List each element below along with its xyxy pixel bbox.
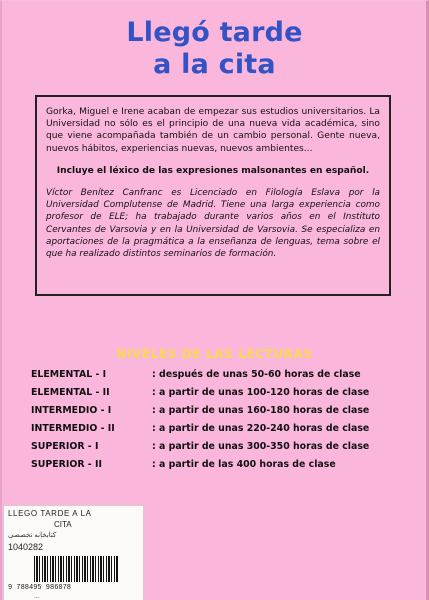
lexicon-note: Incluye el léxico de las expresiones malsonantes en español.	[56, 165, 370, 176]
level-name: SUPERIOR - II	[31, 459, 102, 470]
isbn-number: 9 788495 986078	[8, 584, 72, 592]
book-title-line-2: a la cita	[153, 49, 276, 80]
level-name: INTERMEDIO - II	[31, 423, 115, 434]
level-row	[31, 438, 411, 456]
levels-heading: NIVELES DE LAS LECTURAS	[116, 347, 313, 361]
levels-list	[31, 366, 411, 474]
barcode-icon	[34, 556, 119, 582]
level-description: : a partir de unas 220-240 horas de clase	[152, 423, 370, 434]
level-row	[31, 366, 411, 384]
synopsis-box	[35, 95, 391, 296]
level-description: : a partir de unas 100-120 horas de clase	[152, 387, 370, 398]
book-title-line-1: Llegó tarde	[126, 17, 303, 48]
sticker-title-line-2: CITA	[54, 520, 72, 529]
level-description: : a partir de unas 160-180 horas de clase	[152, 405, 370, 416]
author-bio: Víctor Benítez Canfranc es Licenciado en Filología Eslava por la Universidad Complutense de Madrid. Tiene una larga experiencia como profesor de ELE; ha trabajado durante varios años en el Instituto Cervantes de Varsovia y en la Universidad de Varsovia. Se especializa en aportaciones de la pragmática a la enseñanza de lenguas, tema sobre el que ha realizado distintos seminarios de formación.	[46, 188, 380, 260]
sticker-footer: ...	[34, 593, 40, 600]
level-row	[31, 456, 411, 474]
level-name: INTERMEDIO - I	[31, 405, 112, 416]
sticker-title-line-1: LLEGO TARDE A LA	[8, 509, 92, 518]
level-name: SUPERIOR - I	[31, 441, 99, 452]
level-description: : después de unas 50-60 horas de clase	[152, 369, 361, 380]
level-name: ELEMENTAL - II	[31, 387, 110, 398]
level-description: : a partir de unas 300-350 horas de clase	[152, 441, 370, 452]
library-sticker	[4, 506, 143, 600]
sticker-catalog-id: 1040282	[8, 542, 44, 552]
synopsis-text: Gorka, Miguel e Irene acaban de empezar sus estudios universitarios. La Universidad no sólo es el principio de una nueva vida académica, sino que viene acompañada también de un cambio personal. Gente nueva, nuevos hábitos, experiencias nuevas, nuevos ambientes...	[46, 107, 380, 154]
sticker-library-name: كتابخانه تخصصی	[8, 532, 57, 539]
level-description: : a partir de las 400 horas de clase	[152, 459, 336, 470]
level-row	[31, 384, 411, 402]
level-row	[31, 402, 411, 420]
level-name: ELEMENTAL - I	[31, 369, 107, 380]
level-row	[31, 420, 411, 438]
